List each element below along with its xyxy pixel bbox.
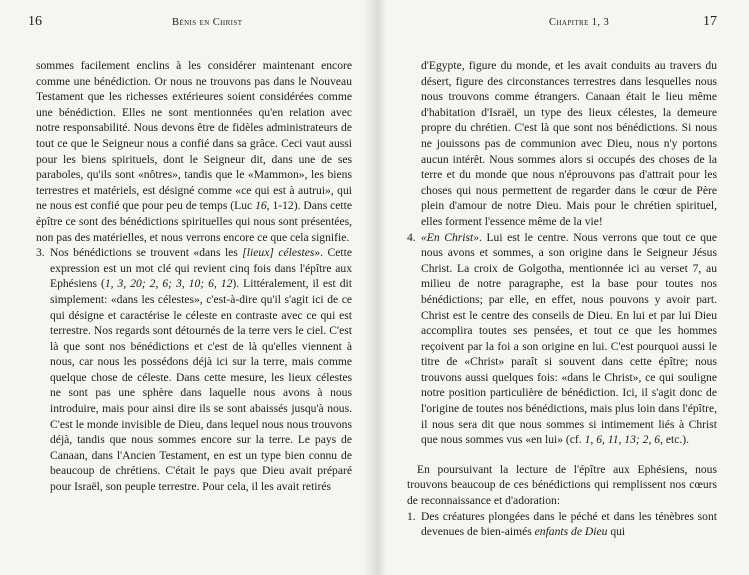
page-number: 16 — [28, 14, 42, 29]
page-text — [407, 58, 717, 540]
running-head: Chapitre 1, 3 — [549, 17, 610, 28]
text-run: sommes facilement enclins à les considérer maintenant encore comme une bénédiction. Or nous ne trouvons pas dans le Nouveau Testament que les richesses extérieures soient considérées comme une bénédiction. Elles ne sont mentionnées qu'en relation avec notre responsabilité. Nous devons être de fidèles administrateurs de tout ce que le Seigneur nous a confié dans sa grâce. Ceci vaut aussi pour les biens spirituels, dont le Seigneur dit, dans une de ses paraboles, qu'ils sont «nôtres», tandis que le «Mammon», les biens terrestres et matériels, est désigné comme «ce qui est à autrui», qui ne nous est confié que pour peu de temps (Luc — [36, 59, 352, 213]
text-run: Nos bénédictions se trouvent «dans les — [50, 246, 243, 260]
gutter-shadow — [377, 0, 387, 575]
list-number: 4. — [407, 230, 416, 244]
text-run: 1, 6, 11, 13; 2, 6 — [584, 433, 661, 447]
list-item — [407, 230, 717, 448]
text-run: En poursuivant la lecture de l'épître aux Ephésiens, nous trouvons beaucoup de ces bénédictions qui remplissent nos cœurs de reconnaissance et d'adoration: — [407, 462, 717, 508]
paragraph — [36, 58, 352, 245]
paragraph — [407, 58, 717, 230]
list-number: 1. — [407, 509, 416, 523]
text-run: 16 — [255, 199, 267, 213]
list-item — [36, 245, 352, 495]
gutter-shadow — [363, 0, 377, 575]
page-text — [36, 58, 352, 495]
text-run: ). Littéralement, il est dit simplement: «dans les célestes», c'est-à-dire qu'il s'agit ici de ce qui désigne et caractérise le céleste en contraste avec ce qui est terrestre. Nos regards sont détournés de la terre vers le ciel. C'est là que sont nos bénédictions et c'est de là qu'elles viennent à nous, car nous les possédons déjà ici sur la terre, mais comme quelque chose de céleste. Dans cette mesure, les lieux célestes ne sont pas une sphère dans laquelle nous avons à nous introduire, mais pour ainsi dire ils se sont abaissés jusqu'à nous. C'est le monde invisible de Dieu, dans lequel nous nous trouvons déjà, tandis que nous sommes encore sur la terre. Le pays de Canaan, dans l'Ancien Testament, en est un type bien connu de beaucoup de chrétiens. C'était le pays que Dieu avait préparé pour Israël, son peuple terrestre. Pour cela, il les avait retirés — [50, 277, 352, 494]
right-page — [377, 0, 749, 575]
text-run: Des créatures plongées dans le péché et dans les ténèbres sont devenues de bien-aimés — [421, 509, 717, 539]
text-run: «En Christ» — [421, 230, 480, 244]
page-number: 17 — [703, 14, 717, 29]
running-head: Bénis en Christ — [172, 17, 243, 28]
list-item — [407, 509, 717, 540]
text-run: enfants de Dieu — [534, 525, 608, 539]
text-run: ». Cette expression est un mot clé qui revient cinq fois dans l'épître aux Ephésiens ( — [50, 246, 353, 291]
text-run: . Lui est le centre. Nous verrons que tout ce que nous avons et sommes, a son origine dans le Seigneur Jésus Christ. La croix de Golgotha, mentionnée ici au verset 7, au milieu de notre paragraphe, est la base pour toutes nos bénédictions; par elle, en effet, nous pouvons y avoir part. Christ est le centre des conseils de Dieu. En lui et par lui Dieu accomplira toutes ses pensées, et tout ce que les hommes reçoivent par la foi a son origine en lui. C'est pourquoi aussi le titre de «Christ» paraît si souvent dans cette épître; nous trouvons aussi quelques fois: «dans le Christ», ce qui souligne notre position particulière de bénédiction. Ici, il s'agit donc de l'origine de toutes nos bénédictions, mais plus loin dans l'épître, il nous sera dit que nous sommes si intimement liés à Christ que nous sommes vus «en lui» (cf. — [421, 230, 717, 447]
text-run: [lieux] célestes — [242, 246, 315, 260]
text-run: d'Egypte, figure du monde, et les avait conduits au travers du désert, figure des circonstances terrestres dans lesquelles nous nous trouvons comme étrangers. Canaan était le lieu même d'habitation d'Israël, un type des lieux célestes, la demeure propre du chrétien. C'est là que sont nos bénédictions. Si nous ne jouissons pas de communion avec Dieu, nous n'y portons aucun intérêt. Nous sommes alors si occupés des choses de la terre et du monde que nous n'éprouvons pas d'attrait pour les choses qui nous permettent de regarder dans le cœur de Père plein d'amour de notre Dieu. Mais pour le chrétien spirituel, elles forment l'essence même de la vie! — [421, 59, 717, 228]
list-number: 3. — [36, 246, 45, 260]
text-run: , etc.). — [660, 433, 690, 447]
text-run: , 1-12). Dans cette épître ce sont des bénédictions spirituelles qui nous sont présentées, non pas des matérielles, et nous verrons encore ce que cela signifie. — [36, 199, 353, 244]
text-run: 1, 3, 20; 2, 6; 3, 10; 6, 12 — [104, 277, 233, 291]
paragraph-gap — [407, 448, 717, 462]
text-run: qui — [607, 525, 626, 539]
paragraph — [407, 462, 717, 509]
